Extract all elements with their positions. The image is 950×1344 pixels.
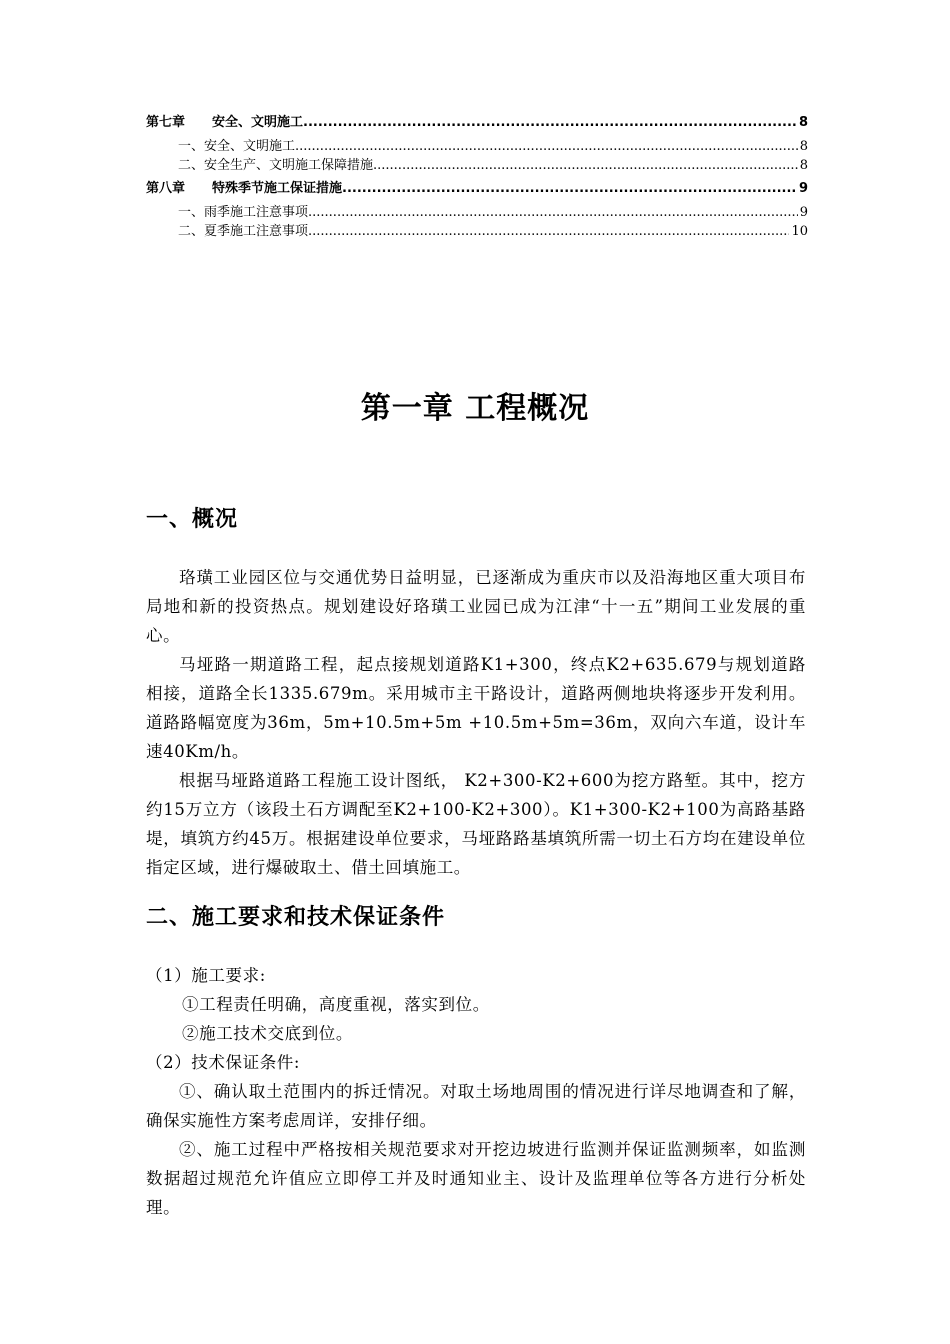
toc-leader-dots: [308, 203, 798, 222]
list-item: ②、施工过程中严格按相关规范要求对开挖边坡进行监测并保证监测频率，如监测数据超过规范允许值应立即停工并及时通知业主、设计及监理单位等各方进行分析处理。: [146, 1140, 806, 1217]
toc-page-number: 8: [798, 115, 808, 130]
list-item: ①工程责任明确，高度重视，落实到位。: [182, 995, 490, 1014]
chapter-title: 第一章 工程概况: [360, 391, 590, 426]
toc-leader-dots: [373, 156, 798, 175]
toc-leader-dots: [342, 179, 797, 198]
toc-entry-title: 安全、文明施工: [212, 115, 304, 130]
section-heading: 一、概况: [146, 507, 239, 532]
paragraph: 根据马垭路道路工程施工设计图纸， K2+300-K2+600为挖方路堑。其中，挖方约15万立方（该段土石方调配至K2+100-K2+300）。K1+300-K2+100为高路基路堤，填筑方约45万。根据建设单位要求，马垭路路基填筑所需一切土石方均在建设单位指定区域，进行爆破取土、借土回填施工。: [146, 771, 806, 877]
section-body: [146, 961, 806, 1222]
toc-page-number: 10: [791, 224, 808, 239]
section-body: [146, 563, 806, 882]
toc-entry-title: 二、夏季施工注意事项: [178, 224, 309, 239]
section-heading: 二、施工要求和技术保证条件: [146, 905, 446, 930]
list-heading: （1）施工要求:: [146, 966, 266, 985]
toc-entry[interactable]: [146, 137, 808, 156]
toc-page-number: 8: [799, 158, 808, 173]
toc-entry[interactable]: [146, 203, 808, 222]
paragraph: 珞璜工业园区位与交通优势日益明显，已逐渐成为重庆市以及沿海地区重大项目布局地和新的投资热点。规划建设好珞璜工业园已成为江津“十一五”期间工业发展的重心。: [146, 568, 806, 645]
toc-leader-dots: [295, 137, 798, 156]
toc-entry-title: 二、安全生产、文明施工保障措施: [178, 158, 374, 173]
paragraph: 马垭路一期道路工程，起点接规划道路K1+300，终点K2+635.679与规划道路相接，道路全长1335.679m。采用城市主干路设计，道路两侧地块将逐步开发利用。道路路幅宽度为36m，5m+10.5m+5m +10.5m+5m=36m，双向六车道，设计车速40Km/h。: [146, 655, 806, 761]
toc-entry-title: 一、安全、文明施工: [178, 139, 296, 154]
toc-entry[interactable]: [146, 179, 808, 198]
list-item: ①、确认取土范围内的拆迁情况。对取土场地周围的情况进行详尽地调查和了解，确保实施性方案考虑周详，安排仔细。: [146, 1082, 806, 1130]
toc-page-number: 9: [799, 205, 808, 220]
toc-chapter-number: 第八章: [146, 181, 186, 196]
toc-entry-title: 一、雨季施工注意事项: [178, 205, 309, 220]
toc-entry-title: 特殊季节施工保证措施: [212, 181, 343, 196]
toc-entry[interactable]: [146, 156, 808, 175]
toc-page-number: 8: [799, 139, 808, 154]
toc-page-number: 9: [798, 181, 808, 196]
toc-leader-dots: [308, 222, 789, 241]
toc-leader-dots: [303, 113, 797, 132]
table-of-contents: [146, 113, 808, 241]
list-heading: （2）技术保证条件:: [146, 1053, 301, 1072]
list-item: ②施工技术交底到位。: [182, 1024, 353, 1043]
toc-entry[interactable]: [146, 113, 808, 132]
toc-entry[interactable]: [146, 222, 808, 241]
toc-chapter-number: 第七章: [146, 115, 186, 130]
